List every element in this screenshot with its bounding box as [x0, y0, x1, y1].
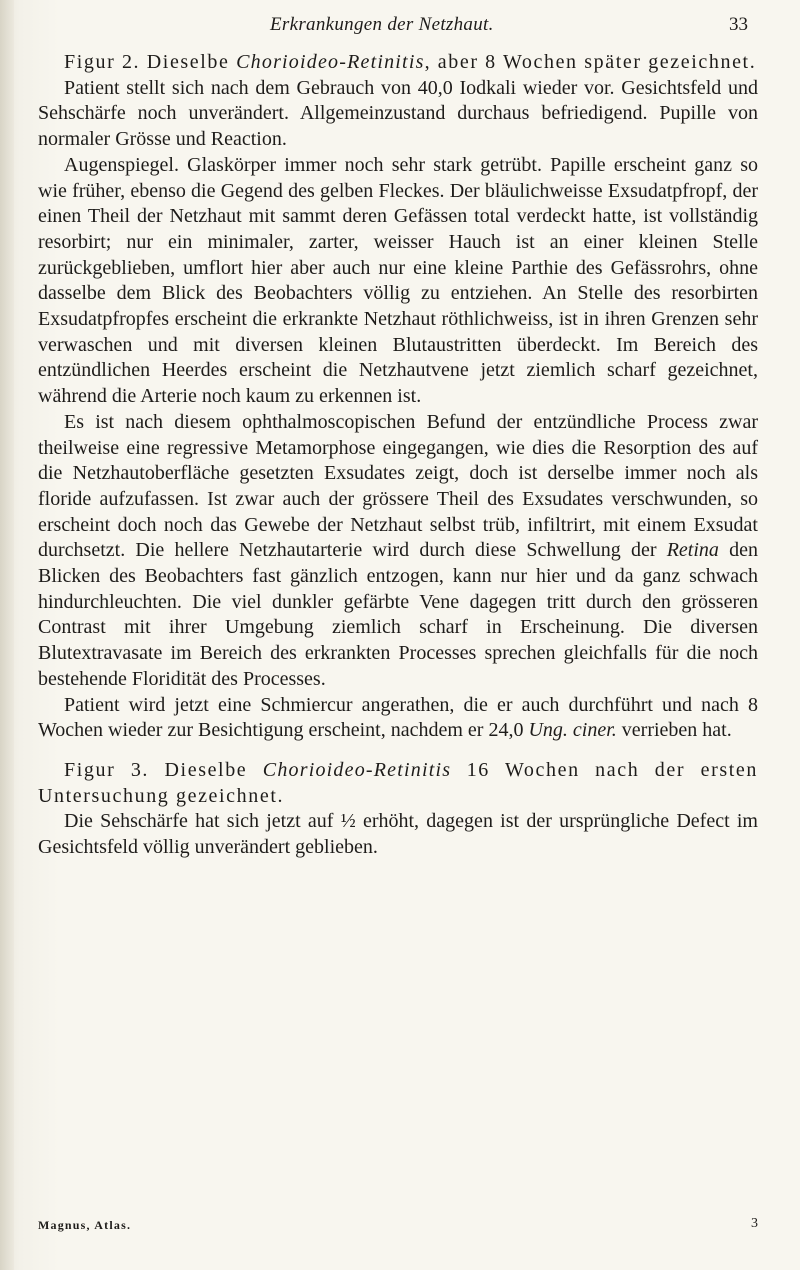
assessment-text-2: den Blicken des Beobachters fast gänzlich entzogen, kann nur hier und da ganz schwach hindurchleuchten. Die viel dunkler gefärbte Vene dagegen tritt durch den grösseren Contrast mit ihrer Umgebung ziemlich scharf in Erscheinung. Die diversen Blutextravasate im Bereich des erkrankten Processes sprechen gleichfalls für die noch bestehende Floridität des Processes. [38, 539, 758, 690]
book-binding-shadow [0, 0, 14, 1270]
page-footer [38, 1218, 758, 1238]
assessment-italic-term: Retina [666, 539, 719, 562]
figure-2-label: Figur 2. Dieselbe [64, 51, 237, 73]
printer-signature: Magnus, Atlas. [38, 1218, 132, 1232]
paragraph-visual-acuity [38, 809, 758, 860]
section-gap [38, 744, 758, 758]
sheet-number: 3 [751, 1216, 758, 1231]
paragraph-treatment [38, 693, 758, 744]
acuity-text-2: erhöht, dagegen ist der ursprüngliche Defect im Gesichtsfeld völlig unverändert geblieben. [38, 810, 758, 859]
assessment-text-1: Es ist nach diesem ophthalmoscopischen Befund der entzündliche Process zwar theilweise eine regressive Metamorphose eingegangen, wie dies die Resorption des auf die Netzhautoberfläche gesetzten Exsudates zeigt, doch ist derselbe immer noch als floride aufzufassen. Ist zwar auch der grössere Theil des Exsudates verschwunden, so erscheint doch noch das Gewebe der Netzhaut selbst trüb, infiltrirt, mit einem Exsudat durchsetzt. Die hellere Netzhautarterie wird durch diese Schwellung der [38, 410, 758, 562]
paragraph-assessment [38, 410, 758, 693]
treatment-italic-term: Ung. ciner. [528, 719, 617, 742]
figure-2-caption-rest: , aber 8 Wochen später gezeichnet. [424, 51, 757, 73]
page-header [0, 12, 800, 42]
treatment-text-1: Patient wird jetzt eine Schmiercur angerathen, die er auch durchführt und nach 8 Wochen wieder zur Besichtigung erscheint, nachdem er 24,0 [38, 693, 758, 742]
body-text [38, 50, 758, 861]
figure-2-disease: Chorioideo-Retinitis [236, 51, 425, 73]
paragraph-ophthalmoscopy: Augenspiegel. Glaskörper immer noch sehr stark getrübt. Papille erscheint ganz so wie früher, ebenso die Gegend des gelben Fleckes. Der bläulichweisse Exsudatpfropf, der einen Theil der Netzhaut mit sammt deren Gefässen total verdeckt hatte, ist vollständig resorbirt; nur ein minimaler, zarter, weisser Hauch ist an einer kleinen Stelle zurückgeblieben, umflort hier aber auch nur eine kleine Parthie des Gefässrohrs, ohne dasselbe dem Blick des Beobachters völlig zu entziehen. An Stelle des resorbirten Exsudatpfropfes erscheint die erkrankte Netzhaut röthlichweiss, ist in ihren Grenzen sehr verwaschen und mit diversen kleinen Blutaustritten überdeckt. Im Bereich des entzündlichen Heerdes erscheint die Netzhautvene jetzt ziemlich scharf gezeichnet, während die Arterie noch kaum zu erkennen ist. [38, 153, 758, 408]
acuity-text-1: Die Sehschärfe hat sich jetzt auf [64, 810, 341, 833]
treatment-text-2: verrieben hat. [616, 719, 732, 742]
figure-3-label: Figur 3. Dieselbe [64, 758, 263, 781]
acuity-fraction: ½ [340, 810, 356, 833]
paragraph-patient-status: Patient stellt sich nach dem Gebrauch von 40,0 Iodkali wieder vor. Gesichtsfeld und Sehschärfe noch unverändert. Allgemeinzustand durchaus befriedigend. Pupille von normaler Grösse und Reaction. [38, 76, 758, 151]
page-number: 33 [729, 14, 748, 35]
running-head: Erkrankungen der Netzhaut. [270, 14, 494, 35]
figure-3-disease: Chorioideo-Retinitis [262, 758, 452, 781]
figure-2-caption [38, 50, 758, 76]
figure-3-caption [38, 758, 758, 809]
figure-3-caption-rest: 16 Wochen nach der ersten Untersuchung gezeichnet. [38, 758, 758, 807]
